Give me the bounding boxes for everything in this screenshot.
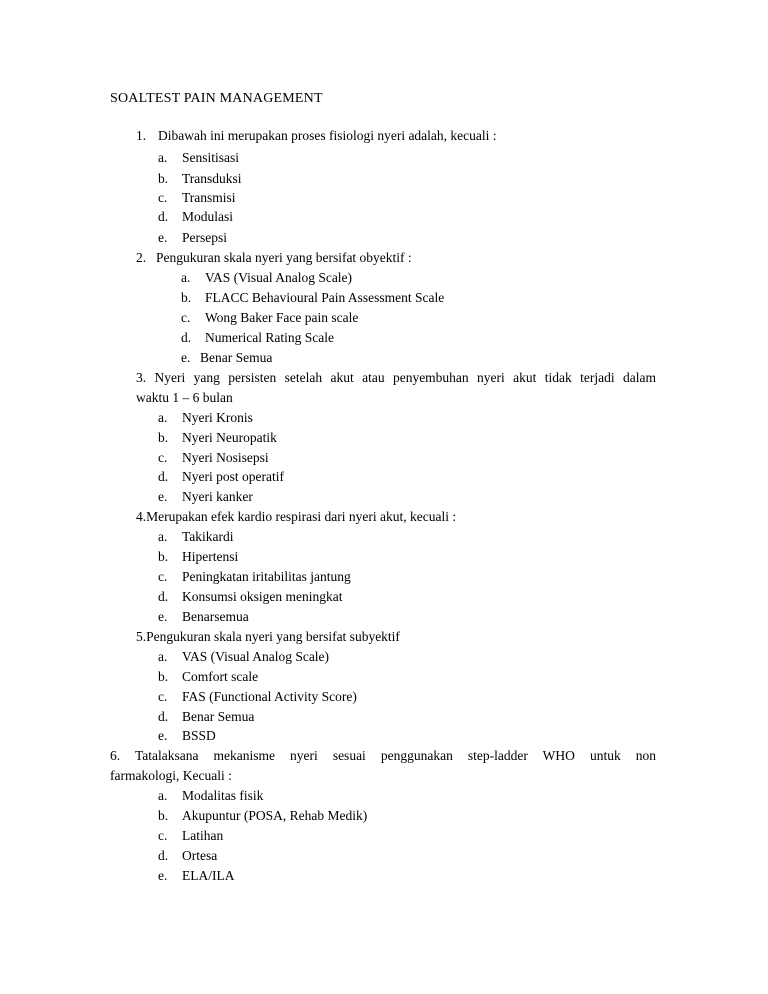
option-1a: a. Sensitisasi	[158, 150, 240, 165]
question-3	[136, 368, 656, 388]
question-6	[110, 746, 656, 766]
option-5a: a. VAS (Visual Analog Scale)	[158, 649, 330, 664]
option-3a: a. Nyeri Kronis	[158, 410, 253, 425]
option-1c: c. Transmisi	[158, 190, 236, 205]
option-2e: e. Benar Semua	[181, 350, 273, 365]
question-number: 6.	[110, 748, 121, 763]
option-6b: b. Akupuntur (POSA, Rehab Medik)	[158, 808, 368, 823]
option-3e: e. Nyeri kanker	[158, 489, 253, 504]
option-3d: d. Nyeri post operatif	[158, 469, 284, 484]
question-text-line1: Tatalaksana mekanisme nyeri sesuai penggunakan step-ladder WHO untuk non	[134, 748, 656, 763]
option-3c: c. Nyeri Nosisepsi	[158, 450, 269, 465]
question-3-line2: waktu 1 – 6 bulan	[136, 390, 233, 405]
question-number: 5.	[136, 629, 147, 644]
question-5	[136, 627, 400, 647]
question-4	[136, 507, 456, 527]
question-2	[136, 248, 412, 268]
option-6c: c. Latihan	[158, 828, 224, 843]
option-6a: a. Modalitas fisik	[158, 788, 264, 803]
option-4d: d. Konsumsi oksigen meningkat	[158, 589, 343, 604]
option-6e: e. ELA/ILA	[158, 868, 235, 883]
question-text-line1: Nyeri yang persisten setelah akut atau penyembuhan nyeri akut tidak terjadi dalam	[154, 370, 656, 385]
option-4c: c. Peningkatan iritabilitas jantung	[158, 569, 351, 584]
option-2c: c. Wong Baker Face pain scale	[181, 310, 359, 325]
option-5b: b. Comfort scale	[158, 669, 259, 684]
option-5c: c. FAS (Functional Activity Score)	[158, 689, 357, 704]
question-text: Merupakan efek kardio respirasi dari nyeri akut, kecuali :	[146, 509, 457, 524]
option-6d: d. Ortesa	[158, 848, 218, 863]
option-1d: d. Modulasi	[158, 209, 234, 224]
question-text: Dibawah ini merupakan proses fisiologi nyeri adalah, kecuali :	[158, 128, 497, 143]
option-5e: e. BSSD	[158, 728, 216, 743]
question-text: Pengukuran skala nyeri yang bersifat obyektif :	[156, 250, 412, 265]
option-3b: b. Nyeri Neuropatik	[158, 430, 277, 445]
option-4a: a. Takikardi	[158, 529, 234, 544]
question-1	[136, 126, 497, 146]
option-5d: d. Benar Semua	[158, 709, 255, 724]
option-4b: b. Hipertensi	[158, 549, 239, 564]
question-number: 1.	[136, 128, 147, 143]
question-text: Pengukuran skala nyeri yang bersifat subyektif	[146, 629, 400, 644]
question-number: 3.	[136, 370, 147, 385]
option-1e: e. Persepsi	[158, 230, 227, 245]
question-6-line2: farmakologi, Kecuali :	[110, 768, 232, 783]
option-2b: b. FLACC Behavioural Pain Assessment Scale	[181, 290, 445, 305]
option-2a: a. VAS (Visual Analog Scale)	[181, 270, 353, 285]
option-1b: b. Transduksi	[158, 171, 242, 186]
question-number: 2.	[136, 250, 147, 265]
option-4e: e. Benarsemua	[158, 609, 249, 624]
document-title: SOALTEST PAIN MANAGEMENT	[110, 91, 323, 106]
option-2d: d. Numerical Rating Scale	[181, 330, 334, 345]
question-number: 4.	[136, 509, 147, 524]
